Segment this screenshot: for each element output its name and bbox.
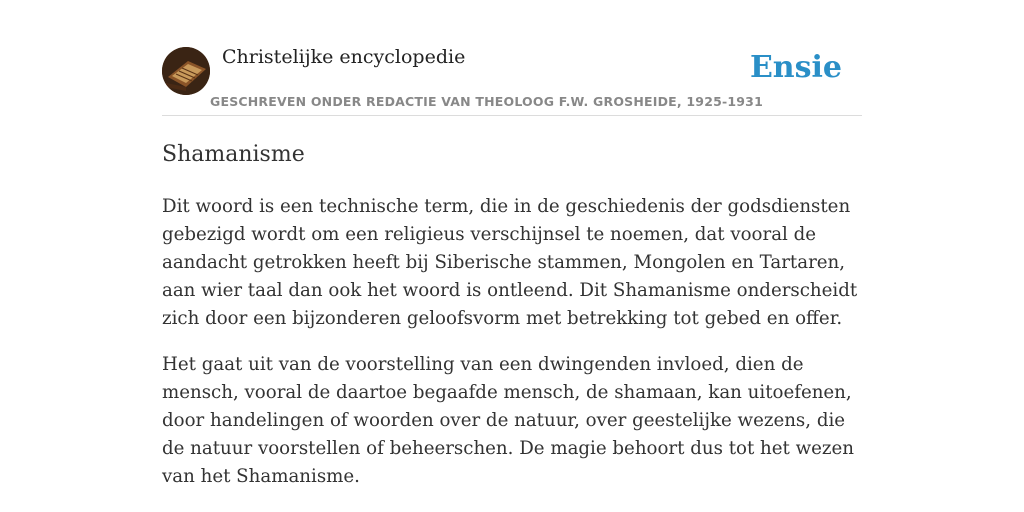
article-paragraph-2: Het gaat uit van de voorstelling van een dwingenden invloed, dien de mensch, vooral de daartoe begaafde mensch, de shamaan, kan uitoefenen, door handelingen of woorden over de natuur, over geestelijke wezens, die de natuur voorstellen of beheerschen. De magie behoort dus tot het wezen van het Shamanisme. — [162, 354, 854, 487]
source-header — [162, 40, 862, 116]
source-subtitle: GESCHREVEN ONDER REDACTIE VAN THEOLOOG F.W. GROSHEIDE, 1925-1931 — [210, 94, 763, 109]
source-title[interactable]: Christelijke encyclopedie — [222, 46, 466, 68]
article-page — [162, 40, 862, 491]
brand-logo[interactable]: Ensie — [749, 50, 842, 85]
article-paragraph-1: Dit woord is een technische term, die in de geschiedenis der godsdiensten gebezigd wordt om een religieus verschijnsel te noemen, dat vooral de aandacht getrokken heeft bij Siberische stammen, Mongolen en Tartaren, aan wier taal dan ook het woord is ontleend. Dit Shamanisme onderscheidt zich door een bijzonderen geloofsvorm met betrekking tot gebed en offer. — [162, 196, 858, 329]
book-photo-icon[interactable] — [162, 47, 210, 95]
article-title: Shamanisme — [162, 142, 305, 167]
